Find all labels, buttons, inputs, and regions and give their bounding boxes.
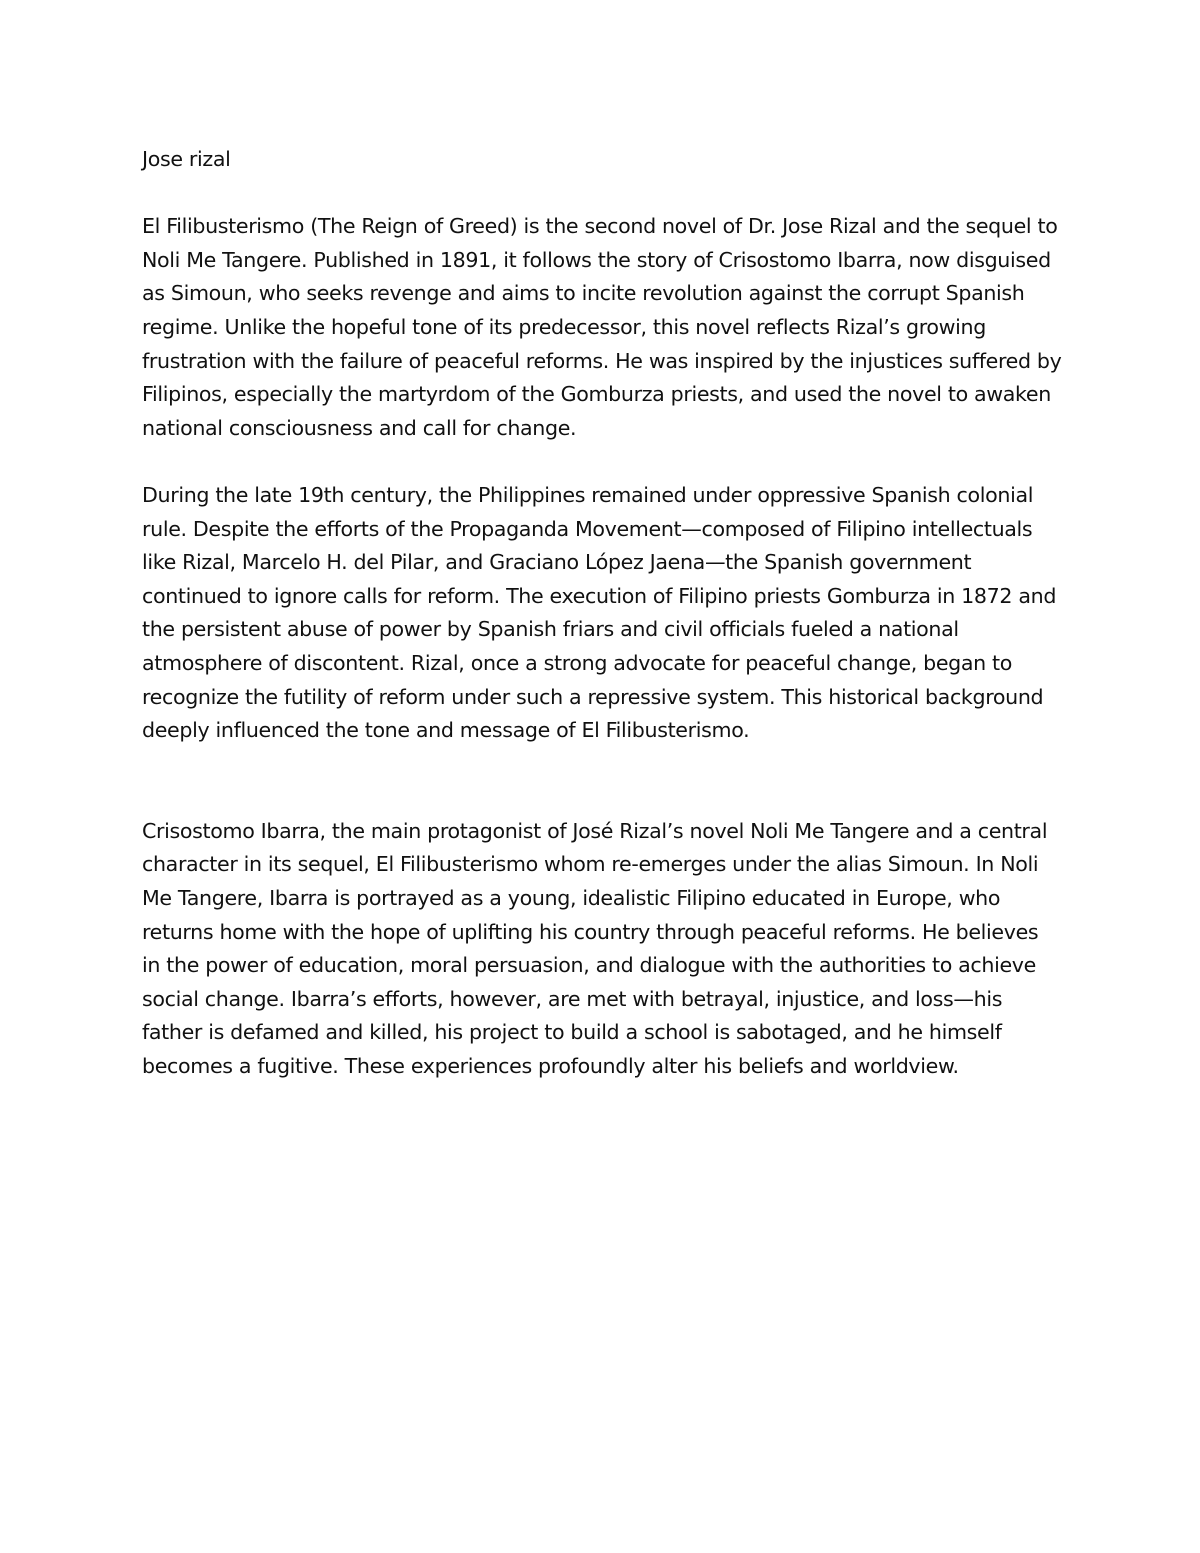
- document-title: Jose rizal: [142, 147, 231, 171]
- paragraph-historical-background: During the late 19th century, the Philippines remained under oppressive Spanish colonial rule. Despite the efforts of the Propaganda Movement—composed of Filipino intellectuals like Rizal, Marcelo H. del Pilar, and Graciano López Jaena—the Spanish government continued to ignore calls for reform. The execution of Filipino priests Gomburza in 1872 and the persistent abuse of power by Spanish friars and civil officials fueled a national atmosphere of discontent. Rizal, once a strong advocate for peaceful change, began to recognize the futility of reform under such a repressive system. This historical background deeply influenced the tone and message of El Filibusterismo.: [142, 482, 1057, 743]
- document-body: [142, 143, 1062, 1084]
- paragraph-el-filibusterismo-intro: El Filibusterismo (The Reign of Greed) is the second novel of Dr. Jose Rizal and the sequel to Noli Me Tangere. Published in 1891, it follows the story of Crisostomo Ibarra, now disguised as Simoun, who seeks revenge and aims to incite revolution against the corrupt Spanish regime. Unlike the hopeful tone of its predecessor, this novel reflects Rizal’s growing frustration with the failure of peaceful reforms. He was inspired by the injustices suffered by Filipinos, especially the martyrdom of the Gomburza priests, and used the novel to awaken national consciousness and call for change.: [142, 214, 1062, 440]
- paragraph-crisostomo-ibarra: Crisostomo Ibarra, the main protagonist of José Rizal’s novel Noli Me Tangere and a central character in its sequel, El Filibusterismo whom re-emerges under the alias Simoun. In Noli Me Tangere, Ibarra is portrayed as a young, idealistic Filipino educated in Europe, who returns home with the hope of uplifting his country through peaceful reforms. He believes in the power of education, moral persuasion, and dialogue with the authorities to achieve social change. Ibarra’s efforts, however, are met with betrayal, injustice, and loss—his father is defamed and killed, his project to build a school is sabotaged, and he himself becomes a fugitive. These experiences profoundly alter his beliefs and worldview.: [142, 818, 1048, 1079]
